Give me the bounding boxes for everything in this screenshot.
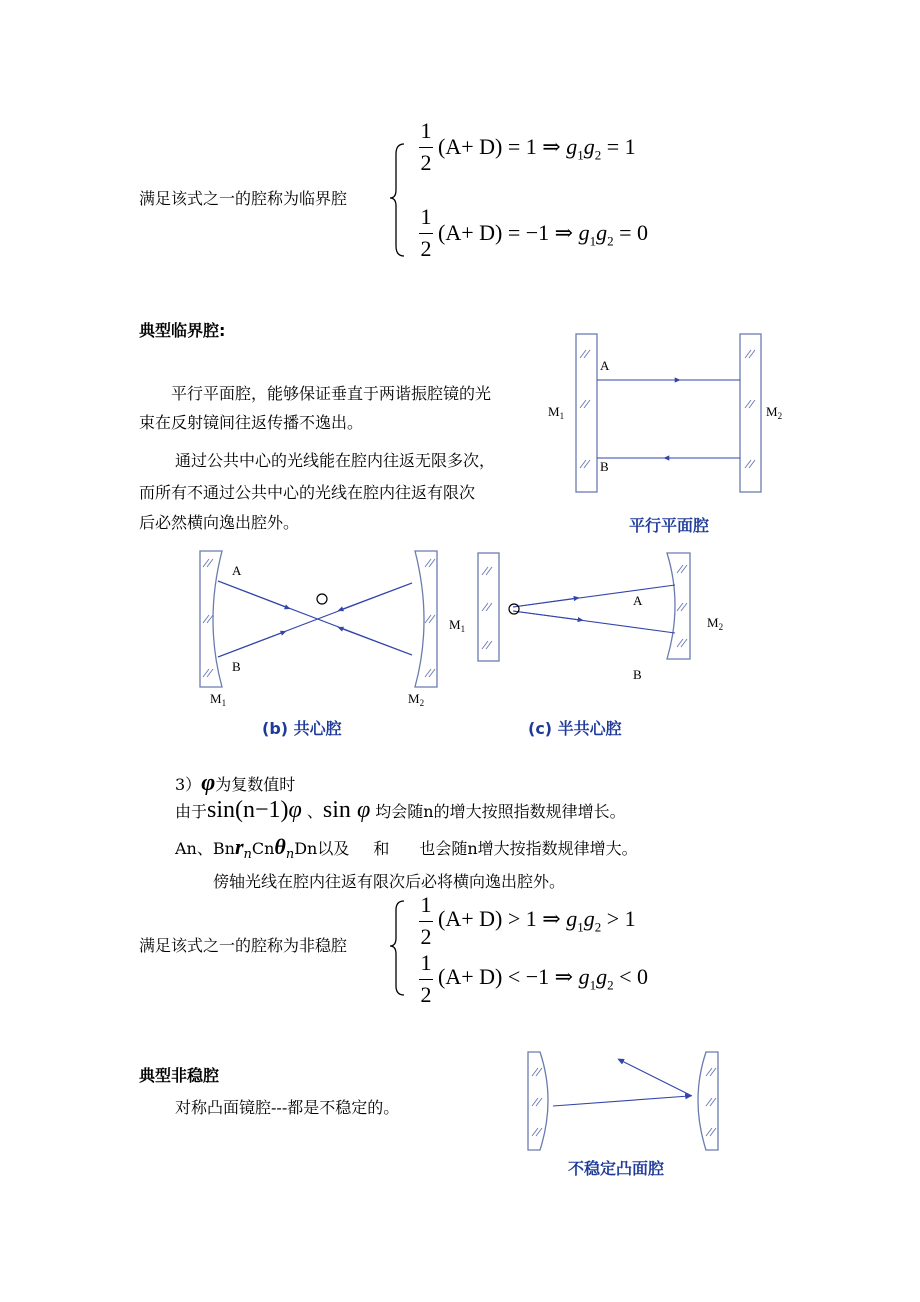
label-m2: $M_2$ <box>766 404 783 421</box>
complex-line2-sin1: sin(n−1) <box>207 797 289 823</box>
complex-line2-sin2: sin <box>322 797 357 823</box>
label-m1: $M_1$ <box>210 691 227 708</box>
complex-line3-cn: Cn <box>251 839 275 858</box>
label-m2: $M_2$ <box>707 615 724 632</box>
center-point <box>509 604 519 614</box>
mirror-m2 <box>740 334 761 492</box>
critical-eq2-sub2: 2 <box>607 233 614 249</box>
complex-line2-prefix: 由于 <box>175 802 208 821</box>
label-m2: $M_2$ <box>408 691 425 708</box>
critical-cavity-label: 满足该式之一的腔称为临界腔 <box>139 189 348 208</box>
critical-eq1-num: 1 <box>420 118 432 143</box>
unstable-eq1-rhs: > 1 <box>601 906 636 931</box>
mirror-right <box>698 1052 718 1150</box>
complex-line1 <box>175 770 295 797</box>
unstable-eq2-sub2: 2 <box>607 977 614 993</box>
complex-line2-phi2: φ <box>356 797 371 823</box>
complex-line2 <box>175 797 626 824</box>
unstable-cavity-label: 满足该式之一的腔称为非稳腔 <box>139 936 348 955</box>
typical-critical-heading: 典型临界腔: <box>139 321 226 340</box>
complex-line3-rsub: n <box>243 847 252 863</box>
critical-eq1-sub2: 2 <box>594 147 602 163</box>
critical-eq2-expr <box>438 220 648 249</box>
para1-line1: 平行平面腔，能够保证垂直于两谐振腔镜的光 <box>171 384 492 403</box>
unstable-eq2-rhs: < 0 <box>613 964 649 989</box>
complex-line3-rest: 也会随n增大按指数规律增大。 <box>419 839 638 858</box>
convex-cavity-figure <box>520 1048 730 1158</box>
mirror-m1 <box>576 334 597 492</box>
unstable-eq2-den: 2 <box>420 982 432 1007</box>
unstable-eq2-fracline <box>419 979 433 980</box>
typical-unstable-heading: 典型非稳腔 <box>139 1066 220 1085</box>
complex-line3-anbn: An、Bn <box>175 839 235 858</box>
critical-eq1-expr <box>438 134 636 163</box>
complex-line2-phi1: φ <box>288 797 302 823</box>
label-m1: $M_1$ <box>449 617 466 634</box>
complex-line2-text: 均会随n的增大按照指数规律增长。 <box>370 802 626 821</box>
mirror-left <box>528 1052 548 1150</box>
critical-eq1-fracline <box>419 147 433 148</box>
ray-reflected <box>620 1060 692 1096</box>
parallel-cavity-caption: 平行平面腔 <box>629 516 710 535</box>
complex-line1-phi: φ <box>201 770 216 796</box>
unstable-eq2-expr <box>438 964 648 993</box>
critical-eq1-lhs: (A+ D) = 1 ⇒ <box>438 134 567 159</box>
complex-line3-tsub: n <box>285 847 295 863</box>
unstable-eq2-sub1: 1 <box>589 977 597 993</box>
critical-eq2-lhs: (A+ D) = −1 ⇒ <box>438 220 579 245</box>
critical-eq2-g1: g <box>578 220 590 245</box>
unstable-eq2-lhs: (A+ D) < −1 ⇒ <box>438 964 579 989</box>
unstable-eq1-g2: g <box>583 906 595 931</box>
convex-cavity-caption: 不稳定凸面腔 <box>568 1159 665 1178</box>
concentric-cavity-figure <box>190 545 450 713</box>
ray-incident <box>553 1096 689 1106</box>
half-concentric-cavity-figure <box>445 545 745 695</box>
label-a: A <box>633 593 643 608</box>
unstable-eq1-num: 1 <box>420 892 432 917</box>
complex-line4: 傍轴光线在腔内往返有限次后必将横向逸出腔外。 <box>213 872 566 891</box>
unstable-eq1-lhs: (A+ D) > 1 ⇒ <box>438 906 567 931</box>
complex-line3-theta: θ <box>274 834 286 859</box>
critical-eq2-g2: g <box>596 220 608 245</box>
critical-eq1-g2: g <box>583 134 595 159</box>
label-a: A <box>232 563 242 578</box>
unstable-eq2-g1: g <box>578 964 590 989</box>
unstable-eq1-den: 2 <box>420 924 432 949</box>
complex-line1-text: 为复数值时 <box>215 775 296 794</box>
label-a: A <box>600 358 610 373</box>
complex-line2-sep: 、 <box>301 802 323 821</box>
unstable-eq2-num: 1 <box>420 950 432 975</box>
unstable-eq1-expr <box>438 906 636 935</box>
mirror-m1 <box>200 551 222 687</box>
critical-eq1-rhs: = 1 <box>601 134 636 159</box>
critical-brace <box>388 140 408 260</box>
label-b: B <box>232 659 241 674</box>
para2-line3: 后必然横向逸出腔外。 <box>139 513 300 532</box>
critical-eq2-fracline <box>419 233 433 234</box>
critical-eq1-g1: g <box>566 134 578 159</box>
half-concentric-cavity-caption: (c) 半共心腔 <box>528 719 622 738</box>
critical-eq2-sub1: 1 <box>589 233 597 249</box>
unstable-brace <box>388 898 408 998</box>
complex-line3-r: r <box>234 834 244 859</box>
label-b: B <box>600 459 609 474</box>
unstable-eq2-g2: g <box>596 964 608 989</box>
critical-eq2-rhs: = 0 <box>613 220 649 245</box>
label-m1: $M_1$ <box>548 404 565 421</box>
unstable-eq1-g1: g <box>566 906 578 931</box>
para2-line2: 而所有不通过公共中心的光线在腔内往返有限次 <box>139 483 476 502</box>
unstable-eq1-sub1: 1 <box>577 919 584 935</box>
center-point <box>317 594 327 604</box>
parallel-cavity-figure <box>540 328 800 508</box>
critical-eq2-num: 1 <box>420 204 432 229</box>
critical-eq1-sub1: 1 <box>577 147 584 163</box>
critical-eq2-den: 2 <box>420 236 432 261</box>
para1-line2: 束在反射镜间往返传播不逸出。 <box>139 413 364 432</box>
concentric-cavity-caption: (b) 共心腔 <box>262 719 342 738</box>
unstable-eq1-sub2: 2 <box>594 919 602 935</box>
para2-line1: 通过公共中心的光线能在腔内往返无限多次， <box>175 451 496 470</box>
unstable-eq1-fracline <box>419 921 433 922</box>
mirror-m2 <box>667 553 690 659</box>
complex-line1-prefix: 3） <box>175 775 202 794</box>
mirror-m2 <box>415 551 437 687</box>
critical-eq1-den: 2 <box>420 150 432 175</box>
complex-line3 <box>175 834 638 862</box>
complex-line3-dn: Dn以及 <box>294 839 350 858</box>
complex-line3-he: 和 <box>373 839 390 858</box>
typical-unstable-text: 对称凸面镜腔---都是不稳定的。 <box>175 1098 400 1117</box>
label-b: B <box>633 667 642 682</box>
